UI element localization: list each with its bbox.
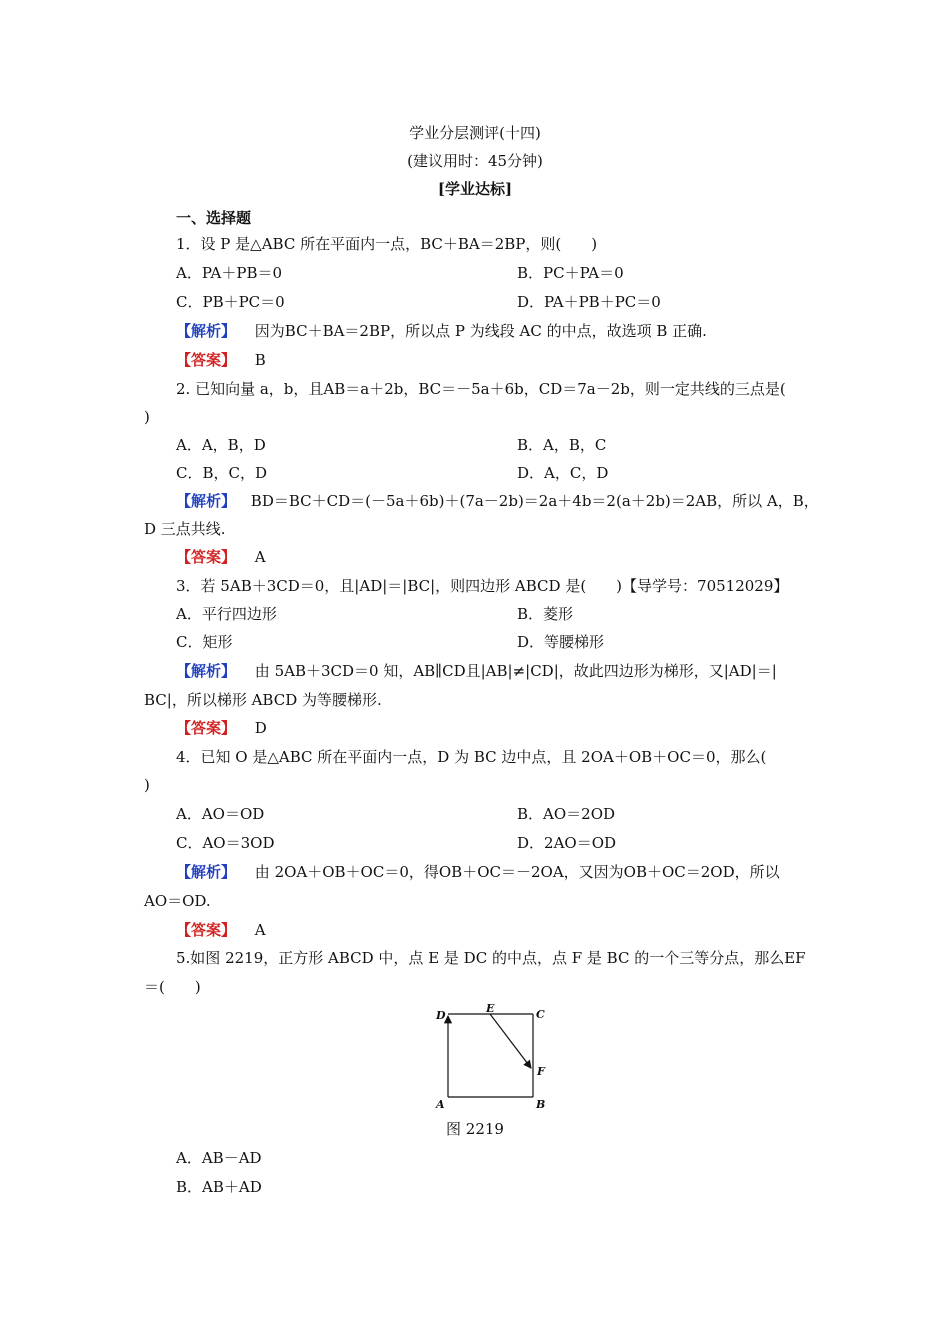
q1-option-c: C．PB＋PC＝0 — [176, 293, 285, 311]
label-b: B — [536, 1098, 546, 1111]
square-diagram — [428, 1002, 558, 1118]
part-heading: 一、选择题 — [176, 209, 252, 227]
q4-answer — [176, 919, 266, 941]
q5-option-b: B．AB＋AD — [176, 1178, 262, 1196]
answer-tag: 【答案】 — [176, 548, 237, 566]
q2-stem: 2. 已知向量 a，b，且AB＝a＋2b，BC＝－5a＋6b，CD＝7a－2b，则一定共线的三点是( — [176, 380, 786, 398]
q3-option-b: B．菱形 — [517, 605, 574, 623]
q4-option-d: D．2AO＝OD — [517, 834, 617, 852]
q5-option-a: A．AB－AD — [176, 1149, 262, 1167]
label-e: E — [486, 1002, 495, 1015]
q2-answer — [176, 546, 266, 568]
q2-analysis — [176, 490, 819, 512]
analysis-tag: 【解析】 — [176, 863, 237, 881]
q2-answer-value: A — [254, 548, 266, 566]
q2-option-b: B．A，B，C — [517, 436, 607, 454]
label-f: F — [537, 1065, 545, 1078]
q2-analysis-text: BD＝BC＋CD＝(－5a＋6b)＋(7a－2b)＝2a＋4b＝2(a＋2b)＝2AB，所以 A，B， — [250, 492, 819, 510]
q4-option-c: C．AO＝3OD — [176, 834, 275, 852]
q4-analysis — [176, 861, 780, 883]
section-label: [学业达标] — [437, 180, 513, 198]
q3-option-a: A．平行四边形 — [176, 605, 277, 623]
q3-stem: 3．若 5AB＋3CD＝0，且|AD|＝|BC|，则四边形 ABCD 是( )【导学号：70512029】 — [176, 577, 789, 595]
q2-option-a: A．A，B，D — [176, 436, 266, 454]
q1-option-b: B．PC＋PA＝0 — [517, 264, 624, 282]
q3-analysis-text: 由 5AB＋3CD＝0 知，AB∥CD且|AB|≠|CD|，故此四边形为梯形，又|AD|＝| — [254, 662, 777, 680]
analysis-tag: 【解析】 — [176, 662, 237, 680]
q2-analysis-cont: D 三点共线. — [144, 520, 226, 538]
q3-analysis — [176, 660, 777, 682]
q3-analysis-cont: BC|，所以梯形 ABCD 为等腰梯形. — [144, 691, 382, 709]
q3-answer — [176, 717, 267, 739]
q1-analysis-text: 因为BC＋BA＝2BP，所以点 P 为线段 AC 的中点，故选项 B 正确. — [254, 322, 707, 340]
q5-stem: 5.如图 2219，正方形 ABCD 中，点 E 是 DC 的中点，点 F 是 BC 的一个三等分点，那么EF — [176, 949, 806, 967]
q3-answer-value: D — [254, 719, 267, 737]
q4-stem-cont: ) — [144, 776, 150, 794]
analysis-tag: 【解析】 — [176, 492, 237, 510]
q4-option-a: A．AO＝OD — [176, 805, 265, 823]
q1-option-d: D．PA＋PB＋PC＝0 — [517, 293, 661, 311]
label-d: D — [436, 1009, 446, 1022]
q5-stem-cont: ＝( ) — [144, 978, 201, 996]
label-a: A — [436, 1098, 445, 1111]
figure-caption: 图 2219 — [446, 1120, 504, 1138]
q1-option-a: A．PA＋PB＝0 — [176, 264, 283, 282]
q1-analysis — [176, 320, 707, 342]
page-title: 学业分层测评(十四) — [409, 124, 541, 142]
vector-ef-arrow — [490, 1014, 531, 1068]
q1-stem: 1．设 P 是△ABC 所在平面内一点，BC＋BA＝2BP，则( ) — [176, 235, 598, 253]
analysis-tag: 【解析】 — [176, 322, 237, 340]
label-c: C — [536, 1008, 545, 1021]
q4-stem: 4．已知 O 是△ABC 所在平面内一点，D 为 BC 边中点，且 2OA＋OB＋OC＝0，那么( — [176, 748, 767, 766]
answer-tag: 【答案】 — [176, 719, 237, 737]
q4-option-b: B．AO＝2OD — [517, 805, 616, 823]
q4-answer-value: A — [254, 921, 266, 939]
q2-option-d: D．A，C，D — [517, 464, 609, 482]
q1-answer-value: B — [254, 351, 266, 369]
q3-option-d: D．等腰梯形 — [517, 633, 605, 651]
q3-option-c: C．矩形 — [176, 633, 233, 651]
q4-analysis-cont: AO＝OD. — [144, 892, 211, 910]
q2-option-c: C．B，C，D — [176, 464, 268, 482]
answer-tag: 【答案】 — [176, 351, 237, 369]
q2-stem-cont: ) — [144, 408, 150, 426]
q1-answer — [176, 349, 266, 371]
suggested-time: (建议用时：45分钟) — [407, 152, 543, 170]
q4-analysis-text: 由 2OA＋OB＋OC＝0，得OB＋OC＝－2OA，又因为OB＋OC＝2OD，所以 — [254, 863, 780, 881]
answer-tag: 【答案】 — [176, 921, 237, 939]
